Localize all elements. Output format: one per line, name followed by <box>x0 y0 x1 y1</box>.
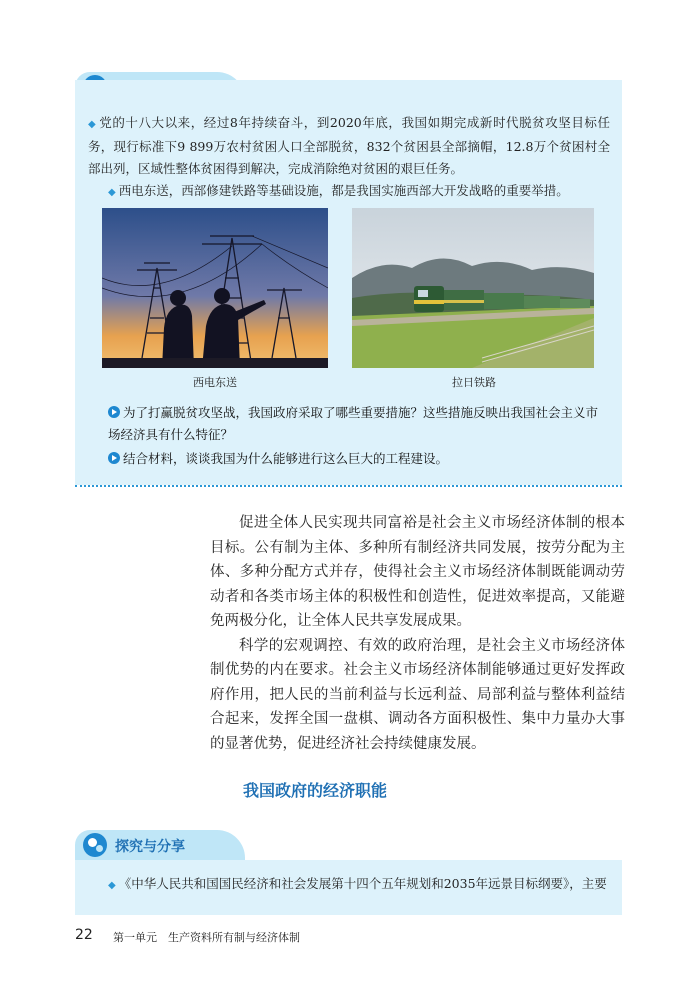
body-paragraph: 科学的宏观调控、有效的政府治理，是社会主义市场经济体制优势的内在要求。社会主义市场经济体制能够通过更好发挥政府作用，把人民的当前利益与长远利益、局部利益与整体利益结合起来，发挥全国一盘棋、调动各方面积极性、集中力量办大事的显著优势，促进经济社会持续健康发展。 <box>210 637 625 752</box>
page-number: 22 <box>75 927 93 943</box>
inquiry-question <box>108 448 610 470</box>
diamond-bullet-icon: ◆ <box>88 119 97 130</box>
paragraph-text: 《中华人民共和国国民经济和社会发展第十四个五年规划和2035年远景目标纲要》，主要 <box>118 876 607 891</box>
chapter-label: 第一单元 生产资料所有制与经济体制 <box>113 931 300 944</box>
inquiry-paragraph <box>108 180 610 204</box>
play-arrow-icon <box>108 452 120 464</box>
inquiry-paragraph <box>88 112 610 180</box>
photo-caption: 西电东送 <box>193 376 237 389</box>
photo-power-transmission <box>102 208 328 368</box>
body-paragraphs <box>210 511 625 756</box>
dotted-divider <box>75 485 622 487</box>
inquiry-paragraph <box>108 873 613 897</box>
play-arrow-icon <box>108 406 120 418</box>
photo-caption: 拉日铁路 <box>452 376 496 389</box>
section-heading: 我国政府的经济职能 <box>243 781 388 800</box>
inquiry-question <box>108 402 610 446</box>
paragraph-text: 西电东送，西部修建铁路等基础设施，都是我国实施西部大开发战略的重要举措。 <box>118 183 569 198</box>
body-paragraph: 促进全体人民实现共同富裕是社会主义市场经济体制的根本目标。公有制为主体、多种所有制经济共同发展，按劳分配为主体、多种分配方式并存，使得社会主义市场经济体制既能调动劳动者和各类市场主体的积极性和创造性，促进效率提高，又能避免两极分化，让全体人民共享发展成果。 <box>210 515 625 629</box>
diamond-bullet-icon: ◆ <box>108 187 116 198</box>
question-text: 结合材料，谈谈我国为什么能够进行这么巨大的工程建设。 <box>123 451 449 466</box>
question-text: 为了打赢脱贫攻坚战，我国政府采取了哪些重要措施？这些措施反映出我国社会主义市场经济具有什么特征？ <box>108 405 599 442</box>
diamond-bullet-icon: ◆ <box>108 880 116 891</box>
globe-icon <box>83 833 107 857</box>
photo-lhasa-shigatse-railway <box>352 208 594 368</box>
section-tab <box>75 830 245 860</box>
paragraph-text: 党的十八大以来，经过8年持续奋斗，到2020年底，我国如期完成新时代脱贫攻坚目标任务，现行标准下9 899万农村贫困人口全部脱贫，832个贫困县全部摘帽，12.8万个贫困村全部出列，区域性整体贫困得到解决，完成消除绝对贫困的艰巨任务。 <box>88 115 610 176</box>
box-title: 探究与分享 <box>115 839 185 855</box>
